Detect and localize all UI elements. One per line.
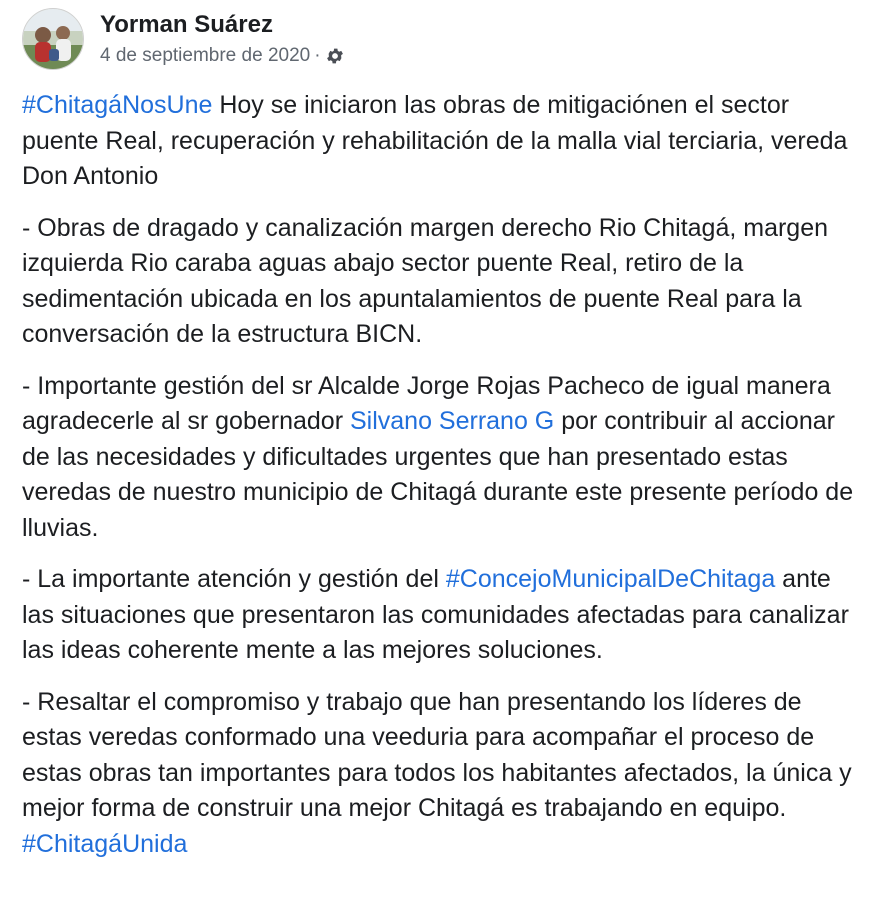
paragraph-4-text-before: - La importante atención y gestión del — [22, 565, 446, 593]
hashtag-chitaga-nos-une[interactable]: #ChitagáNosUne — [22, 91, 213, 119]
post-paragraph-5 — [22, 685, 862, 863]
mention-silvano-serrano[interactable]: Silvano Serrano G — [349, 407, 555, 435]
post-paragraph-1 — [22, 88, 862, 195]
gear-icon[interactable] — [325, 46, 345, 66]
post-body — [22, 88, 862, 878]
post-date[interactable]: 4 de septiembre de 2020 — [100, 45, 311, 66]
dot-separator: · — [314, 45, 321, 66]
post-subline — [100, 44, 345, 68]
hashtag-concejo-municipal[interactable]: #ConcejoMunicipalDeChitaga — [445, 565, 776, 593]
post-paragraph-4 — [22, 562, 862, 669]
paragraph-1-text: Hoy se iniciaron las obras de mitigaciónen el sector puente Real, recuperación y rehabilitación de la malla vial terciaria, vereda Don Antonio — [22, 91, 848, 190]
paragraph-2-text: - Obras de dragado y canalización margen derecho Rio Chitagá, margen izquierda Rio caraba aguas abajo sector puente Real, retiro de la sedimentación ubicada en los apuntalamientos de puente Real para la conversación de la estructura BICN. — [22, 213, 829, 348]
paragraph-3-text-after: por contribuir al accionar de las necesidades y dificultades urgentes que han presentado estas veredas de nuestro municipio de Chitagá durante este presente período de lluvias. — [22, 407, 854, 542]
post-paragraph-2 — [22, 211, 862, 353]
hashtag-chitaga-unida[interactable]: #ChitagáUnida — [22, 829, 188, 858]
post-header — [22, 6, 345, 72]
author-name[interactable]: Yorman Suárez — [100, 11, 273, 38]
avatar[interactable] — [22, 8, 84, 70]
avatar-photo — [23, 9, 83, 69]
paragraph-5-text: - Resaltar el compromiso y trabajo que han presentando los líderes de estas veredas conformado una veeduria para acompañar el proceso de estas obras tan importantes para todos los habitantes afectados, la única y mejor forma de construir una mejor Chitagá es trabajando en equipo. — [22, 687, 852, 822]
post-paragraph-3 — [22, 369, 862, 547]
paragraph-3-text-before: - Importante gestión del sr Alcalde Jorge Rojas Pacheco de igual manera agradecerle al sr gobernador — [22, 371, 831, 435]
paragraph-4-text-after: ante las situaciones que presentaron las comunidades afectadas para canalizar las ideas coherente mente a las mejores soluciones. — [22, 565, 849, 664]
post-meta — [100, 10, 345, 68]
